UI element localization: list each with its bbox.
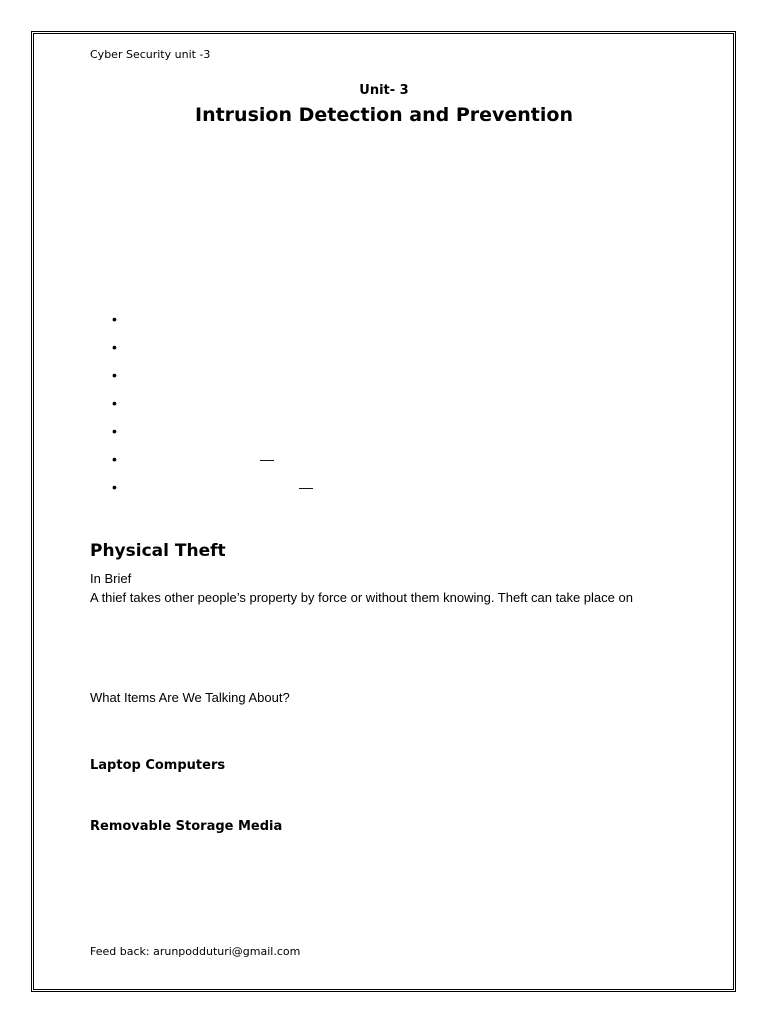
bullet-dash: — [260,451,274,467]
in-brief-label: In Brief [90,571,132,586]
bullet-icon: • [112,451,117,467]
bullet-icon: • [112,311,117,327]
unit-label: Unit- 3 [359,83,409,98]
subheading-laptop-computers: Laptop Computers [90,758,226,773]
items-question: What Items Are We Talking About? [90,690,290,705]
bullet-icon: • [112,395,117,411]
page-border [31,31,736,992]
footer-feedback: Feed back: arunpodduturi@gmail.com [90,945,301,958]
running-header: Cyber Security unit -3 [90,48,211,61]
list-item [112,310,372,338]
page-title: Intrusion Detection and Prevention [195,104,573,126]
bullet-icon: • [112,423,117,439]
list-item [112,422,372,450]
bullet-list [112,310,372,506]
list-item [112,338,372,366]
bullet-dash: — [299,479,313,495]
bullet-icon: • [112,367,117,383]
section-heading-physical-theft: Physical Theft [90,541,226,561]
bullet-icon: • [112,339,117,355]
list-item [112,366,372,394]
list-item [112,478,372,506]
subheading-removable-storage: Removable Storage Media [90,819,283,834]
list-item [112,394,372,422]
list-item [112,450,372,478]
bullet-icon: • [112,479,117,495]
brief-paragraph: A thief takes other people’s property by force or without them knowing. Theft can take place on [90,590,633,605]
